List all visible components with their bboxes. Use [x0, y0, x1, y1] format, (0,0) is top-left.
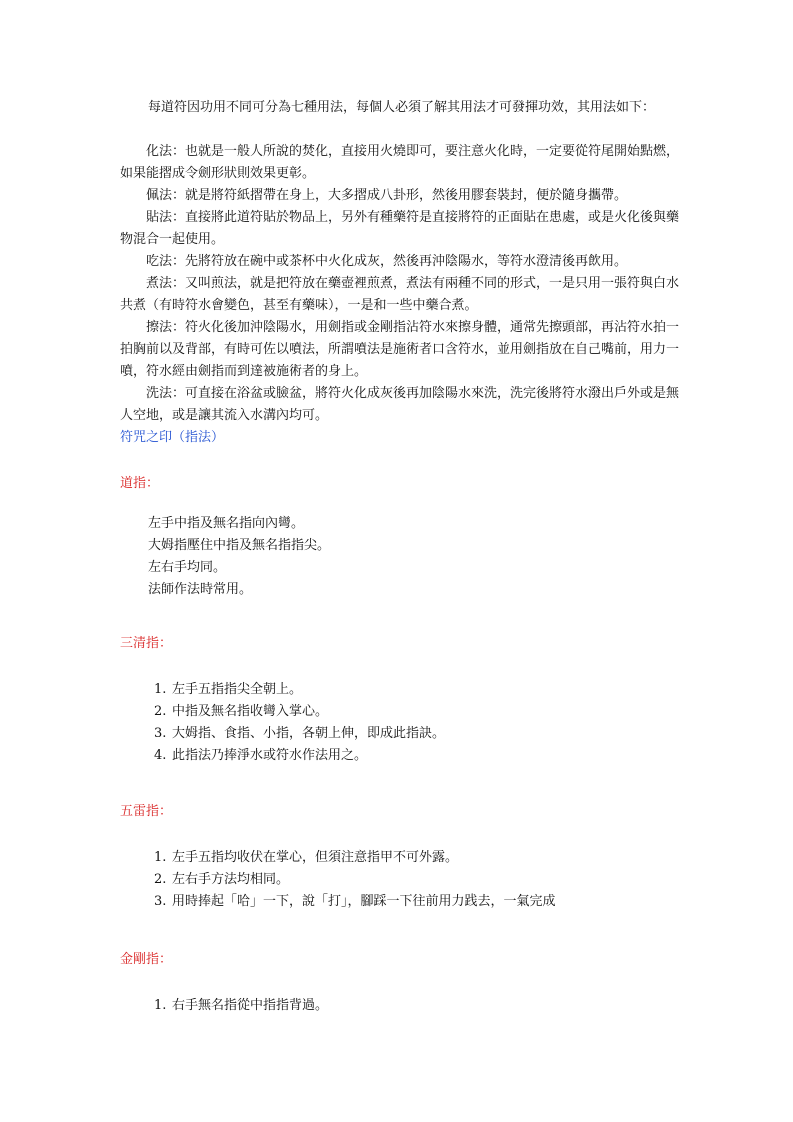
- list-item: 1. 左手五指指尖全朝上。: [154, 679, 445, 701]
- list-item: 4. 此指法乃捧淨水或符水作法用之。: [154, 745, 445, 767]
- jingang-heading: 金剛指：: [120, 952, 173, 967]
- method-pei: 佩法：就是將符紙摺帶在身上，大多摺成八卦形，然後用膠套裝封，便於隨身攜帶。: [146, 188, 628, 203]
- list-number: 1.: [154, 850, 167, 865]
- list-number: 3.: [154, 726, 167, 741]
- list-item: 2. 中指及無名指收彎入掌心。: [154, 701, 445, 723]
- list-number: 1.: [154, 998, 167, 1013]
- list-item: 3. 用時捧起「哈」一下，說「打」，腳踩一下往前用力践去，一氣完成: [154, 891, 556, 913]
- list-item: 左手中指及無名指向內彎。: [148, 516, 305, 531]
- daozhi-list: [148, 513, 330, 601]
- list-number: 1.: [154, 682, 167, 697]
- list-item: 2. 左右手方法均相同。: [154, 869, 556, 891]
- method-hua: 化法：也就是一般人所說的焚化，直接用火燒即可，要注意火化時，一定要從符尾開始點燃，如果能摺成令劍形狀則效果更彰。: [120, 144, 680, 181]
- wulei-heading: 五雷指：: [120, 804, 173, 819]
- list-item: 左右手均同。: [148, 560, 227, 575]
- method-xi: 洗法：可直接在浴盆或臉盆，將符火化成灰後再加陰陽水來洗，洗完後將符水潑出戶外或是無人空地，或是讓其流入水溝內均可。: [120, 386, 680, 423]
- method-tie: 貼法：直接將此道符貼於物品上，另外有種藥符是直接將符的正面貼在患處，或是火化後與藥物混合一起使用。: [120, 210, 680, 247]
- intro-paragraph: 每道符因功用不同可分為七種用法，每個人必須了解其用法才可發揮功效，其用法如下：: [148, 100, 656, 115]
- list-item: 大姆指壓住中指及無名指指尖。: [148, 538, 331, 553]
- sanqing-list: [154, 679, 445, 767]
- list-number: 2.: [154, 872, 167, 887]
- list-item: 3. 大姆指、食指、小指，各朝上伸，即成此指訣。: [154, 723, 445, 745]
- section-title: 符咒之印（指法）: [120, 430, 225, 445]
- method-zhu: 煮法：又叫煎法，就是把符放在藥壺裡煎煮，煮法有兩種不同的形式，一是只用一張符與白水共煮（有時符水會變色，甚至有藥味），一是和一些中藥合煮。: [120, 276, 680, 313]
- sanqing-heading: 三清指：: [120, 636, 173, 651]
- list-item: 法師作法時常用。: [148, 582, 253, 597]
- list-number: 3.: [154, 894, 167, 909]
- method-ca: 擦法：符火化後加沖陰陽水，用劍指或金剛指沾符水來擦身體，通常先擦頭部，再沾符水拍一拍胸前以及背部，有時可佐以噴法，所謂噴法是施術者口含符水，並用劍指放在自己嘴前，用力一噴，符水經由劍指而到達被施術者的身上。: [120, 320, 680, 379]
- list-number: 4.: [154, 748, 167, 763]
- list-item: 1. 右手無名指從中指指背過。: [154, 995, 328, 1017]
- methods-list: [120, 141, 680, 427]
- wulei-list: [154, 847, 556, 913]
- daozhi-heading: 道指：: [120, 476, 160, 491]
- list-number: 2.: [154, 704, 167, 719]
- method-chi: 吃法：先將符放在碗中或茶杯中火化成灰，然後再沖陰陽水，等符水澄清後再飲用。: [146, 254, 628, 269]
- jingang-list: [154, 995, 328, 1017]
- list-item: 1. 左手五指均收伏在掌心，但須注意指甲不可外露。: [154, 847, 556, 869]
